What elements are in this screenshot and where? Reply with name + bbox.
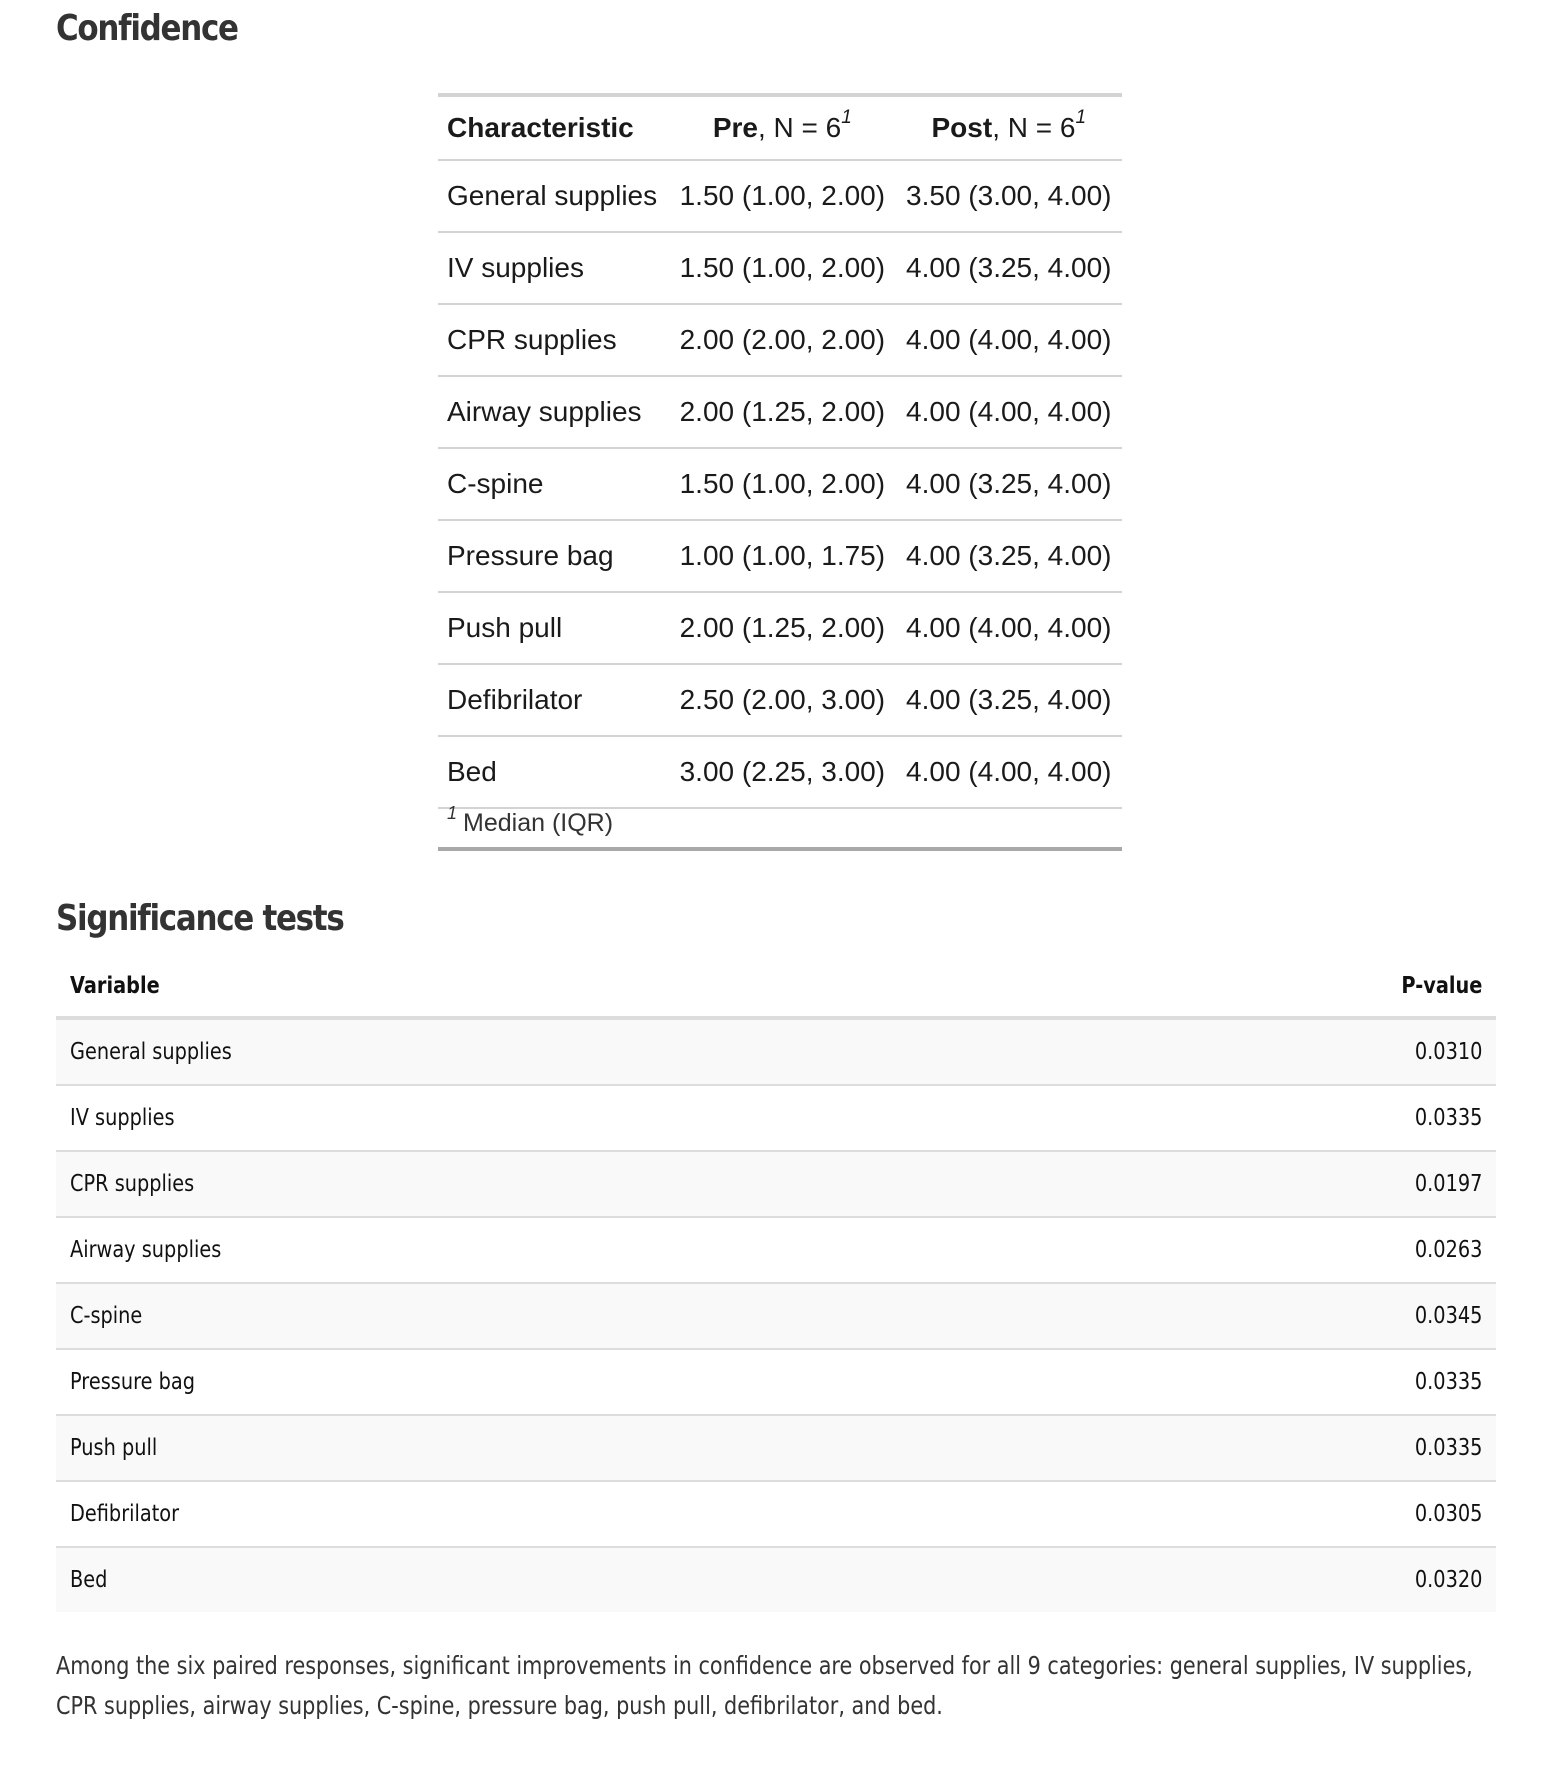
pvalue-table-row [56,1217,1496,1283]
variable-cell-text: CPR supplies [70,1171,195,1197]
pvalue-table-row [56,1547,1496,1612]
pre-value-cell: 2.00 (1.25, 2.00) [669,592,895,664]
pvalue-table-row [56,1018,1496,1085]
variable-cell [56,1151,977,1217]
variable-column-header [56,956,977,1018]
characteristic-cell: General supplies [438,160,669,232]
variable-column-header-label: Variable [70,973,160,999]
summary-table-row [438,232,1122,304]
pre-value-cell: 1.00 (1.00, 1.75) [669,520,895,592]
summary-table-row [438,304,1122,376]
pvalue-cell-text: 0.0197 [1414,1171,1482,1197]
variable-cell [56,1085,977,1151]
pvalue-cell-text: 0.0310 [1414,1039,1482,1065]
pre-value-cell: 1.50 (1.00, 2.00) [669,448,895,520]
variable-cell [56,1547,977,1612]
pvalue-cell-text: 0.0305 [1414,1501,1482,1527]
post-value-cell: 4.00 (4.00, 4.00) [896,376,1122,448]
pre-group-label: Pre [712,112,758,143]
pre-n-label: , N = 6 [757,112,842,143]
pre-value-cell: 2.00 (1.25, 2.00) [669,376,895,448]
pvalue-table-body [56,1018,1496,1612]
conclusion-paragraph [56,1646,1473,1726]
pvalue-cell [977,1481,1496,1547]
summary-table-row [438,160,1122,232]
significance-section-title: Significance tests [56,898,344,939]
variable-cell-text: Bed [70,1567,108,1593]
post-value-cell: 4.00 (3.25, 4.00) [896,520,1122,592]
characteristic-cell: CPR supplies [438,304,669,376]
variable-cell [56,1349,977,1415]
pvalue-table-row [56,1481,1496,1547]
characteristic-cell: Bed [438,736,669,808]
footnote-text: Median (IQR) [463,809,614,837]
post-value-cell: 4.00 (3.25, 4.00) [896,448,1122,520]
variable-cell-text: IV supplies [70,1105,175,1131]
summary-table-row [438,448,1122,520]
pvalue-cell [977,1415,1496,1481]
characteristic-cell: Airway supplies [438,376,669,448]
summary-table-row [438,592,1122,664]
characteristic-cell: Pressure bag [438,520,669,592]
post-footnote-marker: 1 [1075,107,1087,128]
pre-value-cell: 3.00 (2.25, 3.00) [669,736,895,808]
variable-cell [56,1481,977,1547]
confidence-summary-table [438,93,1122,851]
pvalue-table-row [56,1085,1496,1151]
pre-value-cell: 2.00 (2.00, 2.00) [669,304,895,376]
significance-tests-table [56,956,1496,1612]
pvalue-cell-text: 0.0320 [1414,1567,1482,1593]
pvalue-cell-text: 0.0345 [1414,1303,1482,1329]
pvalue-cell [977,1217,1496,1283]
summary-table-body [438,160,1122,808]
characteristic-cell: IV supplies [438,232,669,304]
post-value-cell: 4.00 (4.00, 4.00) [896,736,1122,808]
pvalue-table-row [56,1415,1496,1481]
post-column-header [896,95,1122,160]
pvalue-table-header-row [56,956,1496,1018]
pvalue-cell-text: 0.0335 [1414,1435,1482,1461]
variable-cell [56,1415,977,1481]
post-group-label: Post [931,112,993,143]
summary-table-footnote-row [438,808,1122,849]
pvalue-cell-text: 0.0335 [1414,1369,1482,1395]
pvalue-cell [977,1151,1496,1217]
pvalue-table-row [56,1151,1496,1217]
pvalue-cell [977,1547,1496,1612]
post-value-cell: 4.00 (3.25, 4.00) [896,232,1122,304]
conclusion-line-1: Among the six paired responses, significant improvements in confidence are observed for all 9 categories: general supplies, IV supplies, [56,1651,1473,1680]
pre-value-cell: 1.50 (1.00, 2.00) [669,160,895,232]
post-value-cell: 4.00 (3.25, 4.00) [896,664,1122,736]
characteristic-cell: Defibrilator [438,664,669,736]
confidence-section-title: Confidence [56,8,238,49]
variable-cell-text: General supplies [70,1039,232,1065]
pre-value-cell: 2.50 (2.00, 3.00) [669,664,895,736]
post-value-cell: 3.50 (3.00, 4.00) [896,160,1122,232]
summary-table-row [438,520,1122,592]
summary-table-footnote [438,803,1122,849]
variable-cell-text: Airway supplies [70,1237,222,1263]
post-value-cell: 4.00 (4.00, 4.00) [896,304,1122,376]
pre-column-header [669,95,895,160]
variable-cell [56,1217,977,1283]
characteristic-cell: C-spine [438,448,669,520]
footnote-marker: 1 [447,803,458,823]
pvalue-cell [977,1018,1496,1085]
pre-footnote-marker: 1 [841,107,852,128]
pvalue-column-header [977,956,1496,1018]
summary-table-header-row [438,95,1122,160]
post-n-label: , N = 6 [992,112,1076,143]
variable-cell [56,1283,977,1349]
pvalue-column-header-label: P-value [1401,973,1482,999]
pvalue-cell [977,1349,1496,1415]
pvalue-cell-text: 0.0263 [1414,1237,1482,1263]
summary-table-row [438,376,1122,448]
pvalue-table-row [56,1349,1496,1415]
summary-table-row [438,664,1122,736]
pvalue-cell-text: 0.0335 [1414,1105,1482,1131]
variable-cell-text: Pressure bag [70,1369,196,1395]
pre-value-cell: 1.50 (1.00, 2.00) [669,232,895,304]
conclusion-line-2: CPR supplies, airway supplies, C-spine, pressure bag, push pull, defibrilator, and bed. [56,1691,943,1720]
characteristic-column-header: Characteristic [447,112,634,143]
variable-cell [56,1018,977,1085]
pvalue-cell [977,1085,1496,1151]
post-value-cell: 4.00 (4.00, 4.00) [896,592,1122,664]
variable-cell-text: Defibrilator [70,1501,180,1527]
variable-cell-text: C-spine [70,1303,143,1329]
summary-table-row [438,736,1122,808]
pvalue-table-row [56,1283,1496,1349]
variable-cell-text: Push pull [70,1435,158,1461]
characteristic-cell: Push pull [438,592,669,664]
pvalue-cell [977,1283,1496,1349]
